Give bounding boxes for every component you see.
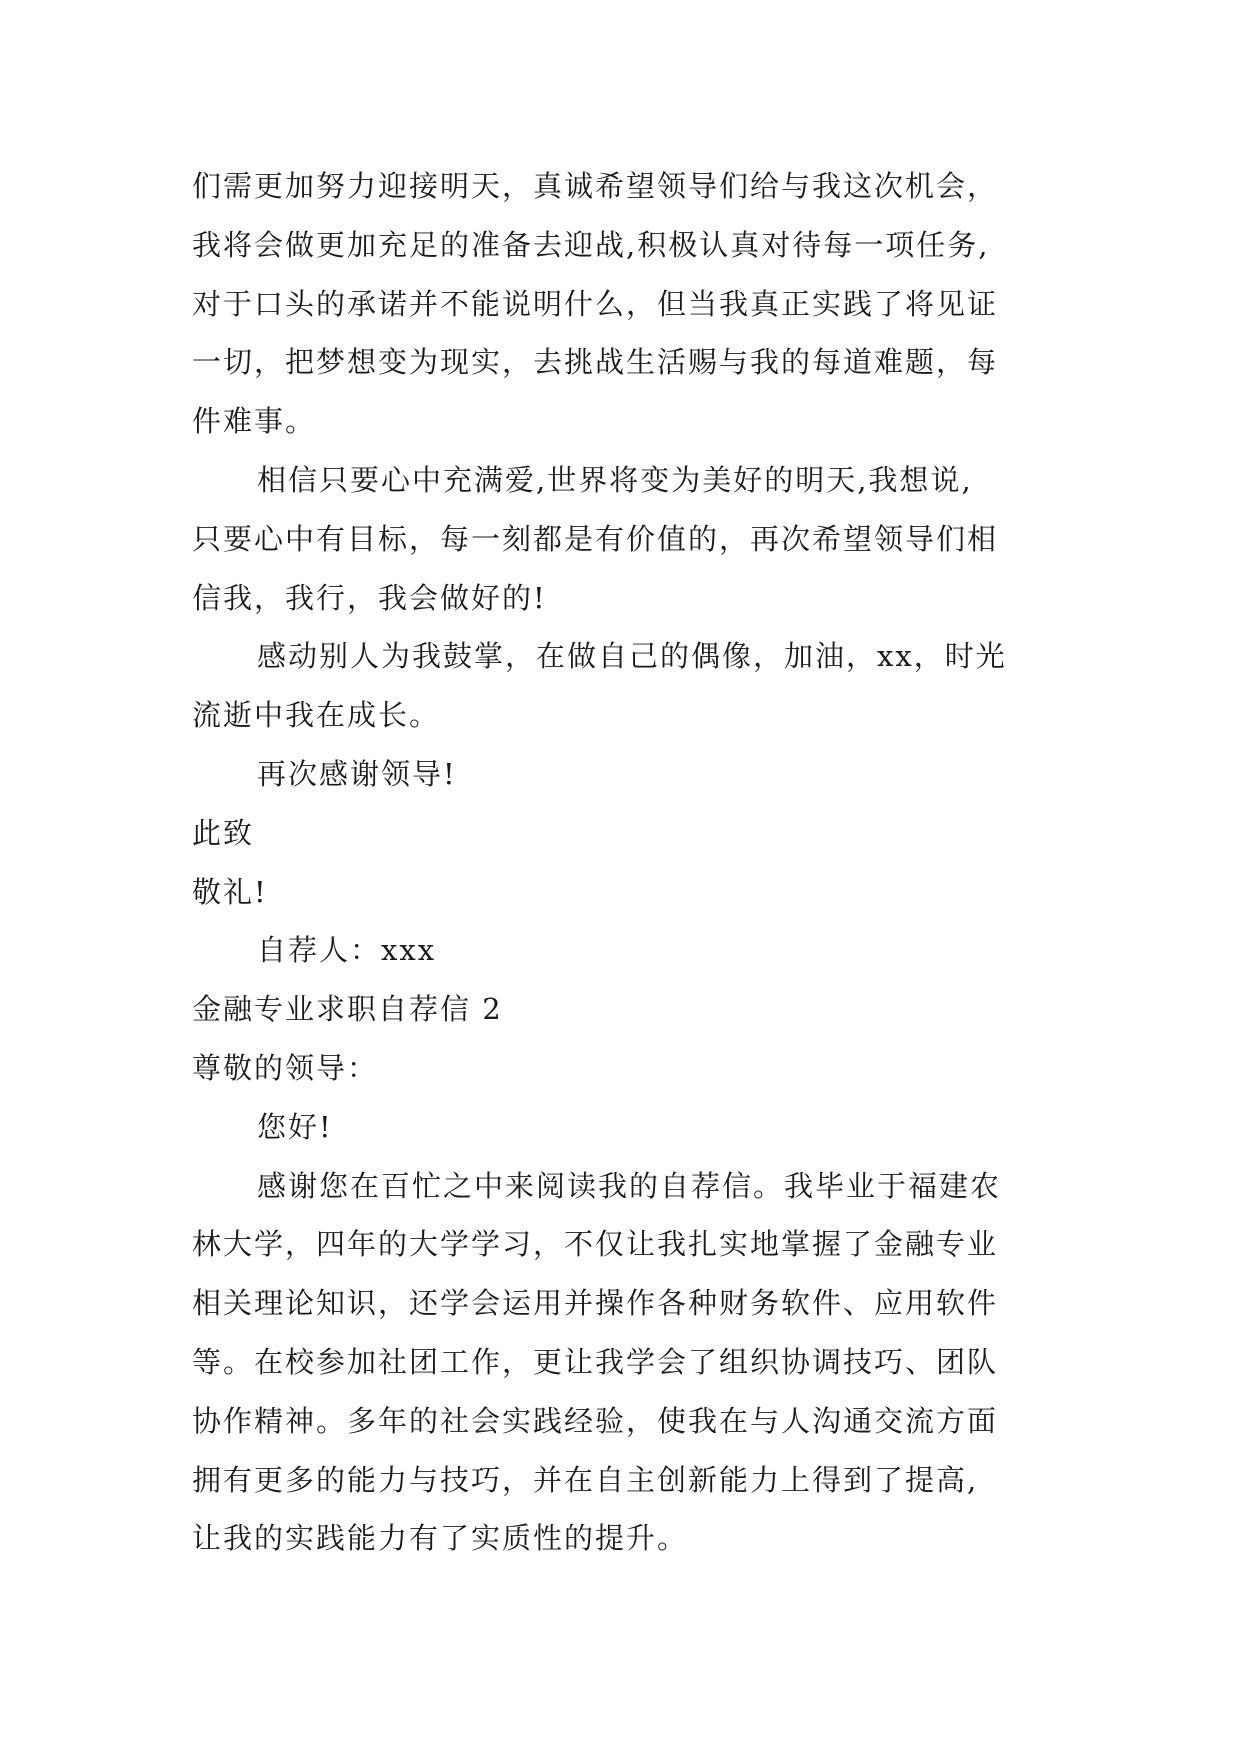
text-line: 林大学，四年的大学学习，不仅让我扎实地掌握了金融专业 <box>192 1227 999 1262</box>
text-line: 让我的实践能力有了实质性的提升。 <box>192 1521 689 1556</box>
closing-regards: 敬礼! <box>192 874 268 909</box>
text-line: 件难事。 <box>192 404 317 439</box>
text-line: 们需更加努力迎接明天，真诚希望领导们给与我这次机会， <box>192 169 999 203</box>
text-line: 流逝中我在成长。 <box>192 698 441 733</box>
text-line: 相信只要心中充满爱,世界将变为美好的明天,我想说, <box>257 462 973 497</box>
signature-line: 自荐人：xxx <box>257 933 437 968</box>
text-line: 信我，我行，我会做好的! <box>192 580 547 615</box>
text-line: 拥有更多的能力与技巧，并在自主创新能力上得到了提高, <box>192 1462 979 1497</box>
text-line: 我将会做更加充足的准备去迎战,积极认真对待每一项任务, <box>192 227 990 262</box>
closing-salutation: 此致 <box>192 815 255 850</box>
text-line: 感谢您在百忙之中来阅读我的自荐信。我毕业于福建农 <box>257 1168 1002 1203</box>
text-line: 相关理论知识，还学会运用并操作各种财务软件、应用软件 <box>192 1286 999 1321</box>
document-body <box>192 157 1092 1568</box>
text-line: 一切，把梦想变为现实，去挑战生活赐与我的每道难题，每 <box>192 345 999 380</box>
text-line: 感动别人为我鼓掌，在做自己的偶像，加油，xx，时光 <box>257 639 1007 674</box>
text-line: 等。在校参加社团工作，更让我学会了组织协调技巧、团队 <box>192 1344 999 1379</box>
section-title: 金融专业求职自荐信 2 <box>192 992 503 1027</box>
text-line: 只要心中有目标，每一刻都是有价值的，再次希望领导们相 <box>192 521 999 556</box>
greeting: 尊敬的领导： <box>192 1050 379 1085</box>
text-line: 协作精神。多年的社会实践经验，使我在与人沟通交流方面 <box>192 1403 999 1438</box>
text-line: 对于口头的承诺并不能说明什么，但当我真正实践了将见证 <box>192 286 999 321</box>
text-line: 再次感谢领导! <box>257 756 457 791</box>
greeting-hello: 您好! <box>257 1109 333 1144</box>
